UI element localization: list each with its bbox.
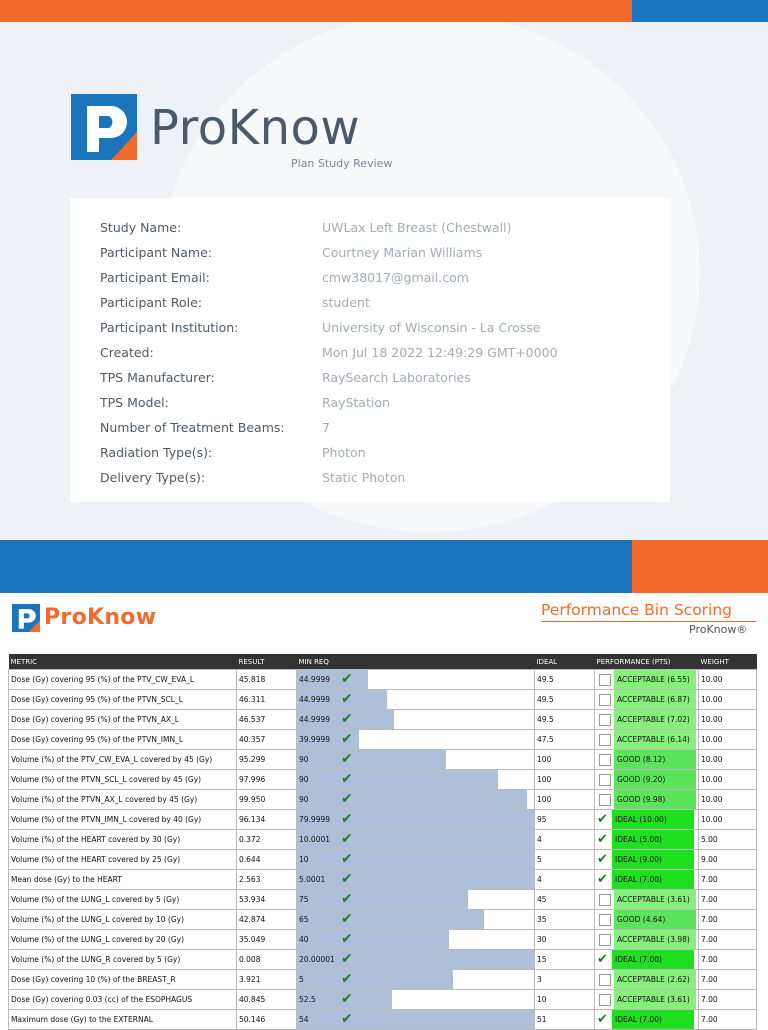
table-row [9,750,757,770]
ideal-value: 49.5 [537,675,554,684]
range-bar-cell [297,890,535,910]
ideal-value: 49.5 [537,695,554,704]
performance-cell [595,790,699,810]
result-cell: 45.818 [237,670,297,690]
range-bar [297,910,534,929]
range-bar [297,730,534,749]
check-icon: ✔ [341,791,353,807]
table-row [9,770,757,790]
ideal-cell [535,830,595,850]
table-row [9,690,757,710]
table-row [9,810,757,830]
check-icon: ✔ [341,951,353,967]
header-min-req: MIN REQ [297,654,535,670]
ideal-value: 4 [537,835,542,844]
table-row [9,890,757,910]
metric-cell: Dose (Gy) covering 95 (%) of the PTVN_AX_L [9,710,237,730]
table-row [9,990,757,1010]
title-underline [541,621,756,622]
range-bar-cell [297,1010,535,1030]
performance-label: IDEAL (7.00) [612,950,694,969]
range-bar-fill [297,1010,534,1029]
min-req-value: 52.5 [299,995,316,1004]
min-req-value: 44.9999 [299,675,331,684]
weight-cell: 7.00 [699,910,757,930]
result-cell: 46.537 [237,710,297,730]
performance-label: ACCEPTABLE (6.55) [614,670,696,689]
performance-cell [595,690,699,710]
range-bar [297,930,534,949]
check-icon: ✔ [341,771,353,787]
ideal-cell [535,970,595,990]
range-bar-fill [297,890,468,909]
range-bar-cell [297,910,535,930]
info-value: Courtney Marian Williams [322,245,483,260]
ideal-value: 30 [537,935,547,944]
checkbox-icon [599,694,611,706]
ideal-value: 47.5 [537,735,554,744]
ideal-cell [535,850,595,870]
range-bar-cell [297,950,535,970]
ideal-cell [535,810,595,830]
min-req-value: 75 [299,895,309,904]
table-row [9,790,757,810]
info-value: 7 [322,420,330,435]
performance-cell [595,990,699,1010]
result-cell: 50.146 [237,1010,297,1030]
check-icon: ✔ [341,691,353,707]
check-icon: ✔ [341,911,353,927]
performance-label: GOOD (9.20) [614,770,696,789]
info-label: Delivery Type(s): [100,470,206,485]
min-req-value: 65 [299,915,309,924]
weight-cell: 10.00 [699,770,757,790]
study-info-panel [70,198,670,502]
weight-cell: 10.00 [699,790,757,810]
metric-cell: Maximum dose (Gy) to the EXTERNAL [9,1010,237,1030]
ideal-cell [535,910,595,930]
report-subtitle: ProKnow® [689,623,748,636]
weight-cell: 9.00 [699,850,757,870]
metric-cell: Dose (Gy) covering 95 (%) of the PTVN_SCL_L [9,690,237,710]
info-value: RayStation [322,395,390,410]
checkbox-icon [599,714,611,726]
performance-label: IDEAL (7.00) [612,870,694,889]
performance-label: ACCEPTABLE (3.61) [614,990,696,1009]
ideal-cell [535,730,595,750]
table-row [9,950,757,970]
ideal-check-icon: ✔ [597,872,608,887]
header-performance: PERFORMANCE (PTS) [595,654,699,670]
ideal-check-icon: ✔ [597,812,608,827]
metric-cell: Volume (%) of the LUNG_L covered by 20 (Gy) [9,930,237,950]
table-row [9,710,757,730]
metric-cell: Dose (Gy) covering 95 (%) of the PTVN_IMN_L [9,730,237,750]
range-bar [297,810,534,829]
range-bar-cell [297,850,535,870]
ideal-value: 95 [537,815,547,824]
range-bar-fill [297,970,453,989]
range-bar-cell [297,730,535,750]
range-bar-fill [297,790,527,809]
range-bar [297,710,534,729]
ideal-cell [535,690,595,710]
ideal-value: 10 [537,995,547,1004]
performance-label: GOOD (9.98) [614,790,696,809]
performance-cell [595,890,699,910]
info-value: student [322,295,370,310]
range-bar [297,950,534,969]
performance-cell [595,930,699,950]
range-bar-cell [297,750,535,770]
ideal-cell [535,890,595,910]
weight-cell: 10.00 [699,730,757,750]
check-icon: ✔ [341,971,353,987]
result-cell: 42.874 [237,910,297,930]
header-ideal: IDEAL [535,654,595,670]
checkbox-icon [599,994,611,1006]
performance-cell [595,830,699,850]
ideal-value: 35 [537,915,547,924]
check-icon: ✔ [341,1011,353,1027]
result-cell: 35.049 [237,930,297,950]
weight-cell: 7.00 [699,890,757,910]
table-row [9,830,757,850]
result-cell: 97.996 [237,770,297,790]
metric-cell: Mean dose (Gy) to the HEART [9,870,237,890]
range-bar-cell [297,930,535,950]
range-bar-cell [297,990,535,1010]
performance-cell [595,810,699,830]
result-cell: 0.372 [237,830,297,850]
ideal-cell [535,790,595,810]
header-metric: METRIC [9,654,237,670]
ideal-value: 49.5 [537,715,554,724]
cover-page [0,22,768,540]
table-row [9,910,757,930]
range-bar-cell [297,770,535,790]
ideal-value: 100 [537,795,552,804]
metric-cell: Volume (%) of the HEART covered by 25 (Gy) [9,850,237,870]
performance-label: ACCEPTABLE (7.02) [614,710,696,729]
table-row [9,730,757,750]
info-value: Photon [322,445,366,460]
ideal-value: 45 [537,895,547,904]
range-bar-cell [297,670,535,690]
info-value: University of Wisconsin - La Crosse [322,320,541,335]
info-label: Participant Email: [100,270,210,285]
check-icon: ✔ [341,991,353,1007]
ideal-cell [535,930,595,950]
scoring-table [8,654,757,1030]
min-req-value: 90 [299,795,309,804]
weight-cell: 7.00 [699,1010,757,1030]
weight-cell: 7.00 [699,930,757,950]
range-bar-fill [297,750,446,769]
min-req-value: 90 [299,755,309,764]
metric-cell: Volume (%) of the LUNG_R covered by 5 (Gy) [9,950,237,970]
checkbox-icon [599,734,611,746]
ideal-cell [535,950,595,970]
range-bar [297,990,534,1009]
metric-cell: Dose (Gy) covering 0.03 (cc) of the ESOPHAGUS [9,990,237,1010]
performance-cell [595,670,699,690]
range-bar [297,830,534,849]
weight-cell: 10.00 [699,750,757,770]
table-row [9,870,757,890]
range-bar [297,1010,534,1029]
info-label: Radiation Type(s): [100,445,213,460]
performance-cell [595,770,699,790]
weight-cell: 7.00 [699,970,757,990]
top-color-bar [0,0,768,22]
performance-label: ACCEPTABLE (2.62) [614,970,696,989]
info-value: Static Photon [322,470,406,485]
performance-label: IDEAL (10.00) [612,810,694,829]
performance-cell [595,910,699,930]
metric-cell: Volume (%) of the LUNG_L covered by 5 (Gy) [9,890,237,910]
metric-cell: Dose (Gy) covering 95 (%) of the PTV_CW_EVA_L [9,670,237,690]
table-row [9,850,757,870]
weight-cell: 10.00 [699,810,757,830]
performance-label: ACCEPTABLE (6.87) [614,690,696,709]
metric-cell: Volume (%) of the PTVN_AX_L covered by 45 (Gy) [9,790,237,810]
ideal-value: 51 [537,1015,547,1024]
ideal-cell [535,870,595,890]
min-req-value: 79.9999 [299,815,331,824]
ideal-check-icon: ✔ [597,852,608,867]
performance-cell [595,750,699,770]
ideal-value: 3 [537,975,542,984]
weight-cell: 10.00 [699,710,757,730]
check-icon: ✔ [341,751,353,767]
performance-cell [595,950,699,970]
range-bar [297,850,534,869]
ideal-cell [535,670,595,690]
report-logo-wordmark: ProKnow [44,605,157,630]
range-bar-cell [297,830,535,850]
result-cell: 40.357 [237,730,297,750]
min-req-value: 5.0001 [299,875,326,884]
performance-label: GOOD (8.12) [614,750,696,769]
weight-cell: 10.00 [699,690,757,710]
ideal-value: 5 [537,855,542,864]
logo-wordmark: ProKnow [150,100,361,156]
checkbox-icon [599,754,611,766]
ideal-value: 4 [537,875,542,884]
min-req-value: 10 [299,855,309,864]
min-req-value: 44.9999 [299,695,331,704]
info-value: cmw38017@gmail.com [322,270,469,285]
table-row [9,670,757,690]
result-cell: 0.644 [237,850,297,870]
range-bar [297,670,534,689]
info-label: Study Name: [100,220,182,235]
info-value: Mon Jul 18 2022 12:49:29 GMT+0000 [322,345,558,360]
range-bar [297,690,534,709]
min-req-value: 10.0001 [299,835,331,844]
ideal-cell [535,990,595,1010]
check-icon: ✔ [341,931,353,947]
range-bar-fill [297,850,534,869]
weight-cell: 7.00 [699,870,757,890]
range-bar-fill [297,810,534,829]
range-bar-cell [297,870,535,890]
min-req-value: 44.9999 [299,715,331,724]
range-bar-fill [297,910,484,929]
info-label: Participant Name: [100,245,212,260]
metric-cell: Volume (%) of the PTVN_IMN_L covered by 40 (Gy) [9,810,237,830]
performance-label: IDEAL (9.00) [612,850,694,869]
check-icon: ✔ [341,851,353,867]
performance-label: ACCEPTABLE (6.14) [614,730,696,749]
table-header-row [9,654,757,670]
check-icon: ✔ [341,711,353,727]
min-req-value: 40 [299,935,309,944]
range-bar [297,970,534,989]
performance-cell [595,850,699,870]
range-bar [297,790,534,809]
info-label: Number of Treatment Beams: [100,420,285,435]
range-bar-fill [297,870,534,889]
result-cell: 95.299 [237,750,297,770]
range-bar-fill [297,770,498,789]
result-cell: 40.845 [237,990,297,1010]
result-cell: 53.934 [237,890,297,910]
checkbox-icon [599,774,611,786]
ideal-check-icon: ✔ [597,952,608,967]
info-value: RaySearch Laboratories [322,370,471,385]
checkbox-icon [599,674,611,686]
min-req-value: 39.9999 [299,735,331,744]
result-cell: 0.008 [237,950,297,970]
check-icon: ✔ [341,831,353,847]
range-bar [297,870,534,889]
proknow-small-logo-icon [12,604,40,632]
mid-color-bar [0,540,768,593]
performance-label: IDEAL (5.00) [612,830,694,849]
header-result: RESULT [237,654,297,670]
weight-cell: 7.00 [699,990,757,1010]
metric-cell: Volume (%) of the HEART covered by 30 (Gy) [9,830,237,850]
table-row [9,1010,757,1030]
result-cell: 3.921 [237,970,297,990]
range-bar [297,770,534,789]
check-icon: ✔ [341,731,353,747]
weight-cell: 5.00 [699,830,757,850]
performance-label: ACCEPTABLE (3.61) [614,890,696,909]
info-label: Created: [100,345,154,360]
performance-cell [595,970,699,990]
info-label: Participant Institution: [100,320,239,335]
ideal-cell [535,750,595,770]
performance-label: ACCEPTABLE (3.98) [614,930,696,949]
check-icon: ✔ [341,871,353,887]
range-bar-cell [297,690,535,710]
proknow-logo-icon [71,94,137,160]
check-icon: ✔ [341,811,353,827]
info-label: Participant Role: [100,295,203,310]
ideal-check-icon: ✔ [597,1012,608,1027]
ideal-value: 100 [537,755,552,764]
ideal-value: 15 [537,955,547,964]
ideal-check-icon: ✔ [597,832,608,847]
range-bar [297,890,534,909]
result-cell: 96.134 [237,810,297,830]
mid-bar-orange [632,540,768,593]
performance-cell [595,730,699,750]
range-bar-cell [297,790,535,810]
checkbox-icon [599,794,611,806]
weight-cell: 7.00 [699,950,757,970]
range-bar-cell [297,970,535,990]
ideal-cell [535,1010,595,1030]
performance-cell [595,870,699,890]
report-title: Performance Bin Scoring [541,601,733,619]
table-row [9,930,757,950]
range-bar [297,750,534,769]
min-req-value: 90 [299,775,309,784]
checkbox-icon [599,894,611,906]
table-row [9,970,757,990]
checkbox-icon [599,974,611,986]
header-weight: WEIGHT [699,654,757,670]
result-cell: 2.563 [237,870,297,890]
mid-bar-blue [0,540,632,593]
result-cell: 46.311 [237,690,297,710]
check-icon: ✔ [341,891,353,907]
ideal-cell [535,710,595,730]
checkbox-icon [599,914,611,926]
metric-cell: Volume (%) of the PTVN_SCL_L covered by 45 (Gy) [9,770,237,790]
cover-subtitle: Plan Study Review [291,157,393,170]
ideal-value: 100 [537,775,552,784]
range-bar-fill [297,830,534,849]
metric-cell: Volume (%) of the PTV_CW_EVA_L covered by 45 (Gy) [9,750,237,770]
metric-cell: Dose (Gy) covering 10 (%) of the BREAST_R [9,970,237,990]
info-label: TPS Model: [100,395,169,410]
min-req-value: 54 [299,1015,309,1024]
metric-cell: Volume (%) of the LUNG_L covered by 10 (Gy) [9,910,237,930]
range-bar-cell [297,810,535,830]
check-icon: ✔ [341,671,353,687]
top-bar-orange [0,0,632,22]
ideal-cell [535,770,595,790]
weight-cell: 10.00 [699,670,757,690]
performance-label: IDEAL (7.00) [612,1010,694,1029]
min-req-value: 20.00001 [299,955,335,964]
range-bar-cell [297,710,535,730]
performance-cell [595,710,699,730]
top-bar-blue [632,0,768,22]
info-value: UWLax Left Breast (Chestwall) [322,220,512,235]
min-req-value: 5 [299,975,304,984]
performance-cell [595,1010,699,1030]
result-cell: 99.950 [237,790,297,810]
checkbox-icon [599,934,611,946]
info-label: TPS Manufacturer: [100,370,215,385]
performance-label: GOOD (4.64) [614,910,696,929]
range-bar-fill [297,930,449,949]
